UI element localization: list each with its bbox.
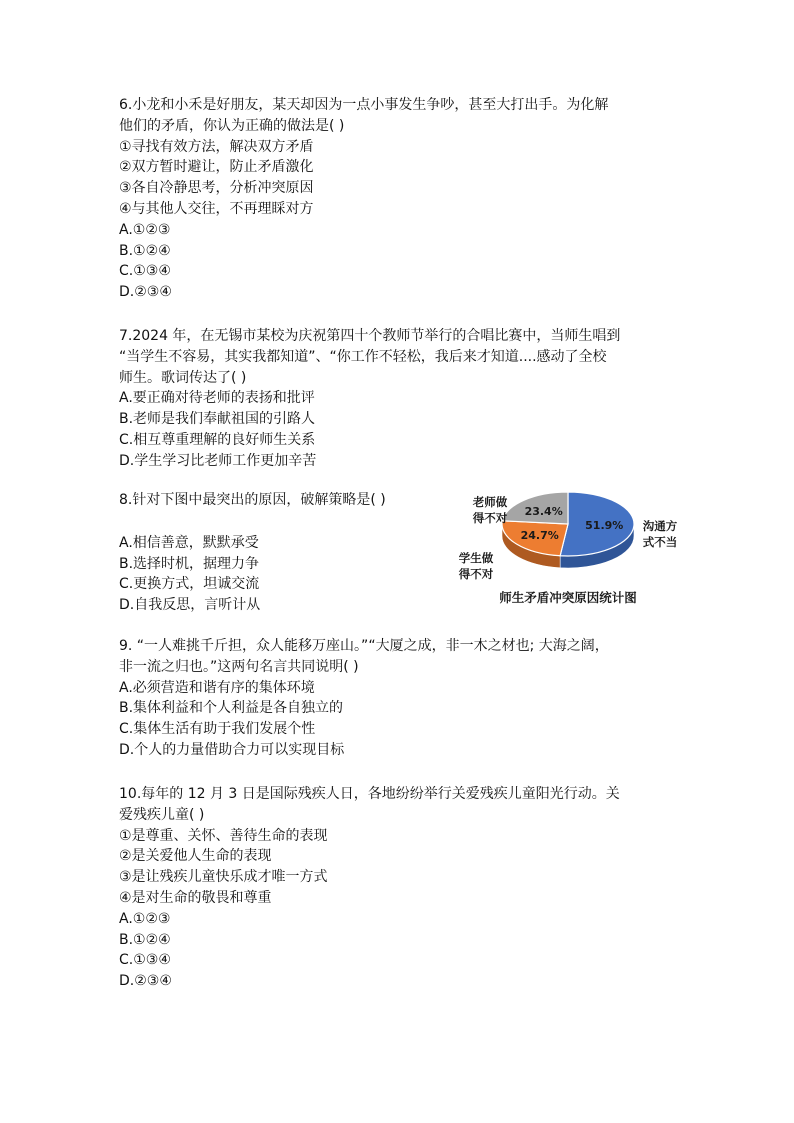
answer-option[interactable]: D.个人的力量借助合力可以实现目标 bbox=[119, 741, 345, 758]
question-stem bbox=[119, 95, 608, 137]
question-stem bbox=[119, 490, 386, 511]
question-7 bbox=[119, 326, 620, 472]
stem-line: 6.小龙和小禾是好朋友，某天却因为一点小事发生争吵，甚至大打出手。为化解 bbox=[119, 97, 609, 113]
pie-category-label-1: 学生做 bbox=[458, 551, 494, 565]
stem-line: 8.针对下图中最突出的原因，破解策略是( ) bbox=[119, 492, 386, 508]
stem-line: 他们的矛盾，你认为正确的做法是( ) bbox=[119, 117, 345, 134]
answer-option[interactable]: D.②③④ bbox=[119, 973, 172, 990]
answer-option[interactable]: B.①②④ bbox=[119, 931, 171, 948]
stem-line: 9. “一人难挑千斤担，众人能移万座山。”“大厦之成，非一木之材也; 大海之阔， bbox=[119, 638, 609, 654]
conflict-cause-pie-chart bbox=[450, 484, 690, 612]
statement-item: ④是对生命的敬畏和尊重 bbox=[119, 889, 272, 906]
stem-line: 爱残疾儿童( ) bbox=[119, 806, 205, 823]
question-9 bbox=[119, 636, 609, 761]
answer-option[interactable]: A.①②③ bbox=[119, 910, 171, 927]
statement-item: ③是让残疾儿童快乐成才唯一方式 bbox=[119, 869, 328, 886]
answer-option[interactable]: C.①③④ bbox=[119, 952, 171, 969]
statement-item: ③各自冷静思考，分析冲突原因 bbox=[119, 180, 314, 197]
answer-option[interactable]: C.更换方式，坦诚交流 bbox=[119, 576, 260, 593]
pie-category-label-2: 得不对 bbox=[472, 511, 508, 525]
stem-line: 7.2024 年，在无锡市某校为庆祝第四十个教师节举行的合唱比赛中，当师生唱到 bbox=[119, 328, 621, 344]
question-6 bbox=[119, 95, 608, 303]
question-stem bbox=[119, 326, 620, 388]
question-10 bbox=[119, 784, 620, 992]
answer-option[interactable]: A.①②③ bbox=[119, 221, 171, 238]
statement-item: ②是关爱他人生命的表现 bbox=[119, 848, 272, 865]
answer-option[interactable]: A.要正确对待老师的表扬和批评 bbox=[119, 390, 315, 407]
pie-value-label-0: 51.9% bbox=[585, 519, 624, 533]
answer-option[interactable]: A.相信善意，默默承受 bbox=[119, 534, 259, 551]
pie-chart-svg bbox=[450, 484, 690, 612]
answer-option[interactable]: B.①②④ bbox=[119, 242, 171, 259]
statement-item: ④与其他人交往，不再理睬对方 bbox=[119, 200, 314, 217]
answer-option[interactable]: B.选择时机，据理力争 bbox=[119, 555, 260, 572]
pie-category-label-0: 式不当 bbox=[642, 535, 678, 549]
stem-line: 10.每年的 12 月 3 日是国际残疾人日，各地纷纷举行关爱残疾儿童阳光行动。关 bbox=[119, 786, 620, 802]
statement-item: ①寻找有效方法，解决双方矛盾 bbox=[119, 138, 314, 155]
pie-value-label-2: 23.4% bbox=[524, 504, 563, 518]
stem-line: 非一流之归也。”这两句名言共同说明( ) bbox=[119, 658, 359, 675]
answer-option[interactable]: B.老师是我们奉献祖国的引路人 bbox=[119, 411, 316, 428]
statement-item: ②双方暂时避让，防止矛盾激化 bbox=[119, 159, 314, 176]
answer-option[interactable]: C.相互尊重理解的良好师生关系 bbox=[119, 431, 316, 448]
pie-category-label-0: 沟通方 bbox=[642, 519, 678, 533]
answer-option[interactable]: D.学生学习比老师工作更加辛苦 bbox=[119, 452, 317, 469]
answer-option[interactable]: C.①③④ bbox=[119, 263, 171, 280]
answer-option[interactable]: A.必须营造和谐有序的集体环境 bbox=[119, 679, 315, 696]
statement-item: ①是尊重、关怀、善待生命的表现 bbox=[119, 827, 328, 844]
pie-category-label-1: 得不对 bbox=[458, 567, 494, 581]
answer-option[interactable]: D.自我反思，言听计从 bbox=[119, 597, 261, 614]
question-stem bbox=[119, 784, 620, 826]
answer-option[interactable]: B.集体利益和个人利益是各自独立的 bbox=[119, 700, 344, 717]
question-8 bbox=[119, 490, 386, 616]
stem-line: 师生。歌词传达了( ) bbox=[119, 369, 247, 386]
chart-title: 师生矛盾冲突原因统计图 bbox=[499, 590, 637, 605]
stem-line: “当学生不容易，其实我都知道”、“你工作不轻松，我后来才知道....感动了全校 bbox=[119, 348, 607, 365]
pie-category-label-2: 老师做 bbox=[472, 495, 508, 509]
answer-option[interactable]: D.②③④ bbox=[119, 284, 172, 301]
answer-option[interactable]: C.集体生活有助于我们发展个性 bbox=[119, 721, 316, 738]
pie-value-label-1: 24.7% bbox=[520, 529, 559, 543]
question-stem bbox=[119, 636, 609, 678]
